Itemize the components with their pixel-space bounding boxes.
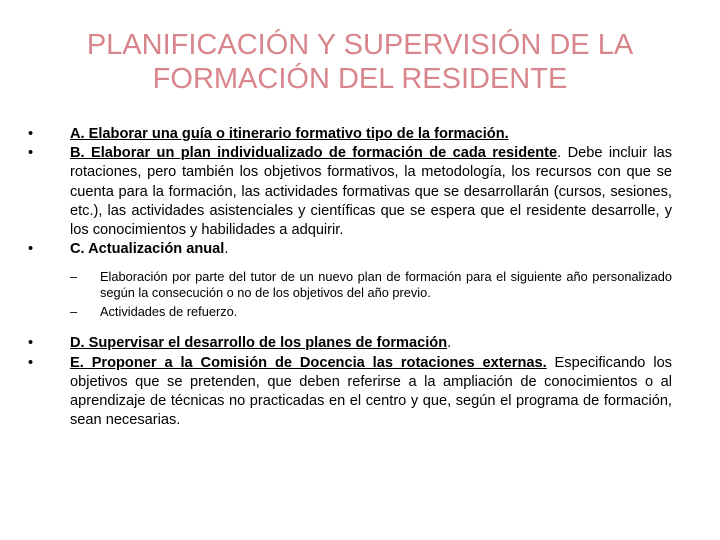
item-b-lead: B. Elaborar un plan individualizado de formación de cada residente	[70, 145, 558, 162]
item-c-text: .	[224, 241, 229, 258]
spacer	[28, 320, 672, 334]
list-item-b	[28, 144, 672, 240]
title-line-1: PLANIFICACIÓN Y SUPERVISIÓN DE LA	[86, 29, 634, 61]
item-d-text: .	[447, 335, 452, 352]
list-item-a	[28, 125, 672, 144]
bullet-icon: •	[28, 354, 34, 371]
title-line-2: FORMACIÓN DEL RESIDENTE	[152, 63, 568, 95]
bullet-icon: •	[28, 145, 34, 162]
item-d-lead: D. Supervisar el desarrollo de los planes de formación	[70, 335, 448, 352]
list-item-e	[28, 354, 672, 431]
item-c-lead: C. Actualización anual	[70, 241, 225, 258]
sub-item-2	[70, 304, 672, 320]
sub-list	[28, 269, 672, 320]
list-item-d	[28, 334, 672, 353]
list-item-c	[28, 240, 672, 259]
bullet-icon: •	[28, 335, 34, 352]
item-a-lead: A. Elaborar una guía o itinerario formativo tipo de la formación.	[70, 126, 509, 142]
sub-item-1	[70, 269, 672, 301]
item-b-text: . Debe incluir las rotaciones, pero también los objetivos formativos, la metodología, los recursos con que se cuenta para la formación, las actividades formativas que se desarrollarán (cursos, sesiones, etc.), las actividades asistenciales y científicas que se espera que el residente desarrolle, y los conocimientos y habilidades a adquirir.	[70, 145, 672, 239]
slide-title	[40, 28, 680, 96]
sub-item-1-text: Elaboración por parte del tutor de un nuevo plan de formación para el siguiente año personalizado según la consecución o no de los objetivos del año previo.	[100, 269, 672, 301]
bullet-icon: •	[28, 126, 34, 142]
bullet-icon: •	[28, 241, 34, 258]
bullet-list	[28, 125, 672, 430]
item-e-text: Especificando los objetivos que se pretenden, que deben referirse a la ampliación de conocimientos o al aprendizaje de técnicas no practicadas en el centro y que, según el programa de formación, sean necesarias.	[70, 354, 672, 429]
item-e-lead: E. Proponer a la Comisión de Docencia las rotaciones externas.	[70, 354, 547, 371]
dash-icon: –	[70, 269, 78, 285]
sub-item-2-text: Actividades de refuerzo.	[100, 304, 238, 320]
dash-icon: –	[70, 304, 78, 320]
